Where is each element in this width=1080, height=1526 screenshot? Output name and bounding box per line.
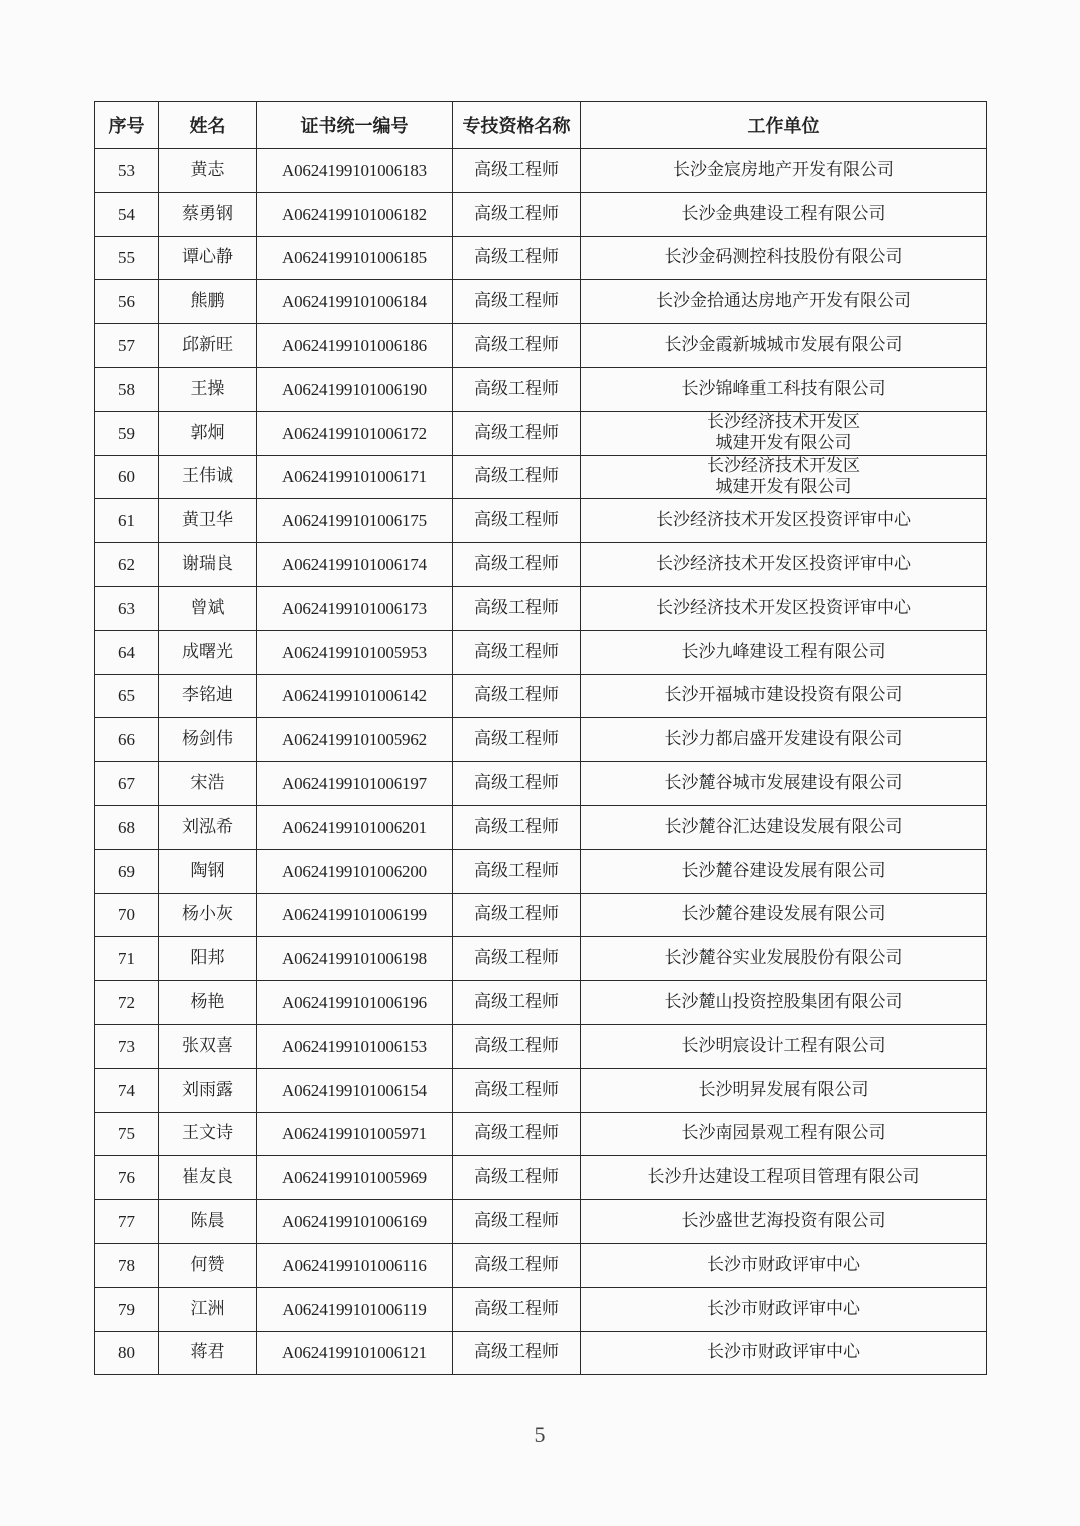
row-index: 53 — [95, 149, 159, 193]
row-qualification: 高级工程师 — [453, 674, 581, 718]
row-qualification: 高级工程师 — [453, 1112, 581, 1156]
row-employer: 长沙经济技术开发区 城建开发有限公司 — [581, 455, 987, 499]
row-name: 江洲 — [159, 1287, 257, 1331]
table-row — [95, 674, 987, 718]
row-qualification: 高级工程师 — [453, 1243, 581, 1287]
row-certificate-number: A0624199101006153 — [257, 1024, 453, 1068]
row-qualification: 高级工程师 — [453, 1068, 581, 1112]
row-certificate-number: A0624199101006121 — [257, 1331, 453, 1375]
row-index: 78 — [95, 1243, 159, 1287]
table-row — [95, 630, 987, 674]
row-employer: 长沙麓谷汇达建设发展有限公司 — [581, 805, 987, 849]
table-row — [95, 455, 987, 499]
row-name: 曾斌 — [159, 586, 257, 630]
row-index: 58 — [95, 367, 159, 411]
table-row — [95, 192, 987, 236]
table-row — [95, 1068, 987, 1112]
row-certificate-number: A0624199101006185 — [257, 236, 453, 280]
row-name: 黄志 — [159, 149, 257, 193]
row-certificate-number: A0624199101005953 — [257, 630, 453, 674]
row-certificate-number: A0624199101006183 — [257, 149, 453, 193]
table-row — [95, 805, 987, 849]
row-certificate-number: A0624199101006169 — [257, 1200, 453, 1244]
row-certificate-number: A0624199101006175 — [257, 499, 453, 543]
row-certificate-number: A0624199101006154 — [257, 1068, 453, 1112]
row-certificate-number: A0624199101006171 — [257, 455, 453, 499]
row-index: 74 — [95, 1068, 159, 1112]
row-employer: 长沙明宸设计工程有限公司 — [581, 1024, 987, 1068]
table-row — [95, 586, 987, 630]
table-row — [95, 499, 987, 543]
row-employer: 长沙金码测控科技股份有限公司 — [581, 236, 987, 280]
row-name: 成曙光 — [159, 630, 257, 674]
row-qualification: 高级工程师 — [453, 499, 581, 543]
table-row — [95, 718, 987, 762]
row-employer: 长沙经济技术开发区投资评审中心 — [581, 499, 987, 543]
table-row — [95, 1156, 987, 1200]
row-index: 61 — [95, 499, 159, 543]
row-index: 60 — [95, 455, 159, 499]
row-qualification: 高级工程师 — [453, 236, 581, 280]
table-row — [95, 981, 987, 1025]
table-row — [95, 893, 987, 937]
row-qualification: 高级工程师 — [453, 1156, 581, 1200]
row-certificate-number: A0624199101006200 — [257, 849, 453, 893]
row-employer: 长沙麓谷建设发展有限公司 — [581, 893, 987, 937]
row-index: 63 — [95, 586, 159, 630]
row-index: 65 — [95, 674, 159, 718]
row-certificate-number: A0624199101005969 — [257, 1156, 453, 1200]
row-qualification: 高级工程师 — [453, 981, 581, 1025]
row-index: 54 — [95, 192, 159, 236]
table-row — [95, 1287, 987, 1331]
table-row — [95, 849, 987, 893]
row-certificate-number: A0624199101006190 — [257, 367, 453, 411]
row-index: 67 — [95, 762, 159, 806]
row-employer: 长沙升达建设工程项目管理有限公司 — [581, 1156, 987, 1200]
row-name: 熊鹏 — [159, 280, 257, 324]
row-employer: 长沙锦峰重工科技有限公司 — [581, 367, 987, 411]
row-index: 79 — [95, 1287, 159, 1331]
table-row — [95, 324, 987, 368]
row-name: 张双喜 — [159, 1024, 257, 1068]
row-name: 黄卫华 — [159, 499, 257, 543]
row-qualification: 高级工程师 — [453, 367, 581, 411]
page-number: 5 — [534, 1422, 546, 1447]
row-qualification: 高级工程师 — [453, 324, 581, 368]
row-qualification: 高级工程师 — [453, 411, 581, 455]
row-qualification: 高级工程师 — [453, 718, 581, 762]
row-index: 59 — [95, 411, 159, 455]
row-qualification: 高级工程师 — [453, 455, 581, 499]
row-index: 55 — [95, 236, 159, 280]
table-body — [95, 149, 987, 1375]
row-employer: 长沙盛世艺海投资有限公司 — [581, 1200, 987, 1244]
row-certificate-number: A0624199101006197 — [257, 762, 453, 806]
row-certificate-number: A0624199101005962 — [257, 718, 453, 762]
row-employer: 长沙九峰建设工程有限公司 — [581, 630, 987, 674]
row-certificate-number: A0624199101006182 — [257, 192, 453, 236]
row-employer: 长沙金拾通达房地产开发有限公司 — [581, 280, 987, 324]
row-certificate-number: A0624199101006201 — [257, 805, 453, 849]
row-qualification: 高级工程师 — [453, 586, 581, 630]
row-index: 66 — [95, 718, 159, 762]
row-name: 邱新旺 — [159, 324, 257, 368]
row-name: 杨小灰 — [159, 893, 257, 937]
row-index: 72 — [95, 981, 159, 1025]
row-qualification: 高级工程师 — [453, 1331, 581, 1375]
row-employer: 长沙经济技术开发区投资评审中心 — [581, 543, 987, 587]
row-name: 谢瑞良 — [159, 543, 257, 587]
row-qualification: 高级工程师 — [453, 849, 581, 893]
row-index: 62 — [95, 543, 159, 587]
row-index: 68 — [95, 805, 159, 849]
header-certificate-number: 证书统一编号 — [257, 102, 453, 149]
row-employer: 长沙力都启盛开发建设有限公司 — [581, 718, 987, 762]
row-qualification: 高级工程师 — [453, 149, 581, 193]
row-name: 谭心静 — [159, 236, 257, 280]
row-index: 80 — [95, 1331, 159, 1375]
table-row — [95, 411, 987, 455]
table-row — [95, 1024, 987, 1068]
row-index: 69 — [95, 849, 159, 893]
row-name: 蒋君 — [159, 1331, 257, 1375]
table-header-row — [95, 102, 987, 149]
row-qualification: 高级工程师 — [453, 280, 581, 324]
header-index: 序号 — [95, 102, 159, 149]
row-name: 陈晨 — [159, 1200, 257, 1244]
row-certificate-number: A0624199101006198 — [257, 937, 453, 981]
row-employer: 长沙麓谷建设发展有限公司 — [581, 849, 987, 893]
row-certificate-number: A0624199101005971 — [257, 1112, 453, 1156]
row-index: 64 — [95, 630, 159, 674]
row-employer: 长沙麓山投资控股集团有限公司 — [581, 981, 987, 1025]
row-certificate-number: A0624199101006186 — [257, 324, 453, 368]
row-employer: 长沙麓谷实业发展股份有限公司 — [581, 937, 987, 981]
row-employer: 长沙南园景观工程有限公司 — [581, 1112, 987, 1156]
row-index: 76 — [95, 1156, 159, 1200]
row-certificate-number: A0624199101006172 — [257, 411, 453, 455]
row-name: 王文诗 — [159, 1112, 257, 1156]
table-row — [95, 236, 987, 280]
row-name: 杨艳 — [159, 981, 257, 1025]
row-index: 75 — [95, 1112, 159, 1156]
table-row — [95, 149, 987, 193]
row-certificate-number: A0624199101006196 — [257, 981, 453, 1025]
row-certificate-number: A0624199101006142 — [257, 674, 453, 718]
table-row — [95, 1112, 987, 1156]
row-index: 57 — [95, 324, 159, 368]
row-employer: 长沙经济技术开发区 城建开发有限公司 — [581, 411, 987, 455]
row-employer: 长沙经济技术开发区投资评审中心 — [581, 586, 987, 630]
row-employer: 长沙金宸房地产开发有限公司 — [581, 149, 987, 193]
table-row — [95, 1331, 987, 1375]
row-name: 陶钢 — [159, 849, 257, 893]
row-qualification: 高级工程师 — [453, 543, 581, 587]
row-index: 77 — [95, 1200, 159, 1244]
row-name: 郭炯 — [159, 411, 257, 455]
row-certificate-number: A0624199101006173 — [257, 586, 453, 630]
header-name: 姓名 — [159, 102, 257, 149]
row-name: 李铭迪 — [159, 674, 257, 718]
table-row — [95, 280, 987, 324]
row-qualification: 高级工程师 — [453, 937, 581, 981]
table-row — [95, 543, 987, 587]
table-row — [95, 937, 987, 981]
row-index: 56 — [95, 280, 159, 324]
row-qualification: 高级工程师 — [453, 630, 581, 674]
row-qualification: 高级工程师 — [453, 893, 581, 937]
header-qualification: 专技资格名称 — [453, 102, 581, 149]
row-qualification: 高级工程师 — [453, 1024, 581, 1068]
row-name: 王伟诚 — [159, 455, 257, 499]
row-employer: 长沙开福城市建设投资有限公司 — [581, 674, 987, 718]
row-qualification: 高级工程师 — [453, 805, 581, 849]
header-employer: 工作单位 — [581, 102, 987, 149]
row-name: 宋浩 — [159, 762, 257, 806]
row-employer: 长沙市财政评审中心 — [581, 1243, 987, 1287]
roster-table — [94, 101, 987, 1375]
table-row — [95, 1243, 987, 1287]
row-index: 71 — [95, 937, 159, 981]
row-name: 刘泓希 — [159, 805, 257, 849]
row-name: 刘雨露 — [159, 1068, 257, 1112]
row-employer: 长沙明昇发展有限公司 — [581, 1068, 987, 1112]
row-certificate-number: A0624199101006174 — [257, 543, 453, 587]
row-name: 阳邦 — [159, 937, 257, 981]
row-employer: 长沙金霞新城城市发展有限公司 — [581, 324, 987, 368]
row-qualification: 高级工程师 — [453, 192, 581, 236]
row-certificate-number: A0624199101006184 — [257, 280, 453, 324]
row-name: 崔友良 — [159, 1156, 257, 1200]
row-qualification: 高级工程师 — [453, 1200, 581, 1244]
row-name: 王操 — [159, 367, 257, 411]
row-employer: 长沙市财政评审中心 — [581, 1331, 987, 1375]
row-certificate-number: A0624199101006116 — [257, 1243, 453, 1287]
row-qualification: 高级工程师 — [453, 1287, 581, 1331]
table-row — [95, 762, 987, 806]
row-index: 70 — [95, 893, 159, 937]
row-employer: 长沙市财政评审中心 — [581, 1287, 987, 1331]
row-employer: 长沙金典建设工程有限公司 — [581, 192, 987, 236]
row-employer: 长沙麓谷城市发展建设有限公司 — [581, 762, 987, 806]
row-certificate-number: A0624199101006199 — [257, 893, 453, 937]
table-row — [95, 367, 987, 411]
row-name: 何赞 — [159, 1243, 257, 1287]
row-index: 73 — [95, 1024, 159, 1068]
row-name: 杨剑伟 — [159, 718, 257, 762]
row-certificate-number: A0624199101006119 — [257, 1287, 453, 1331]
table-row — [95, 1200, 987, 1244]
row-qualification: 高级工程师 — [453, 762, 581, 806]
row-name: 蔡勇钢 — [159, 192, 257, 236]
